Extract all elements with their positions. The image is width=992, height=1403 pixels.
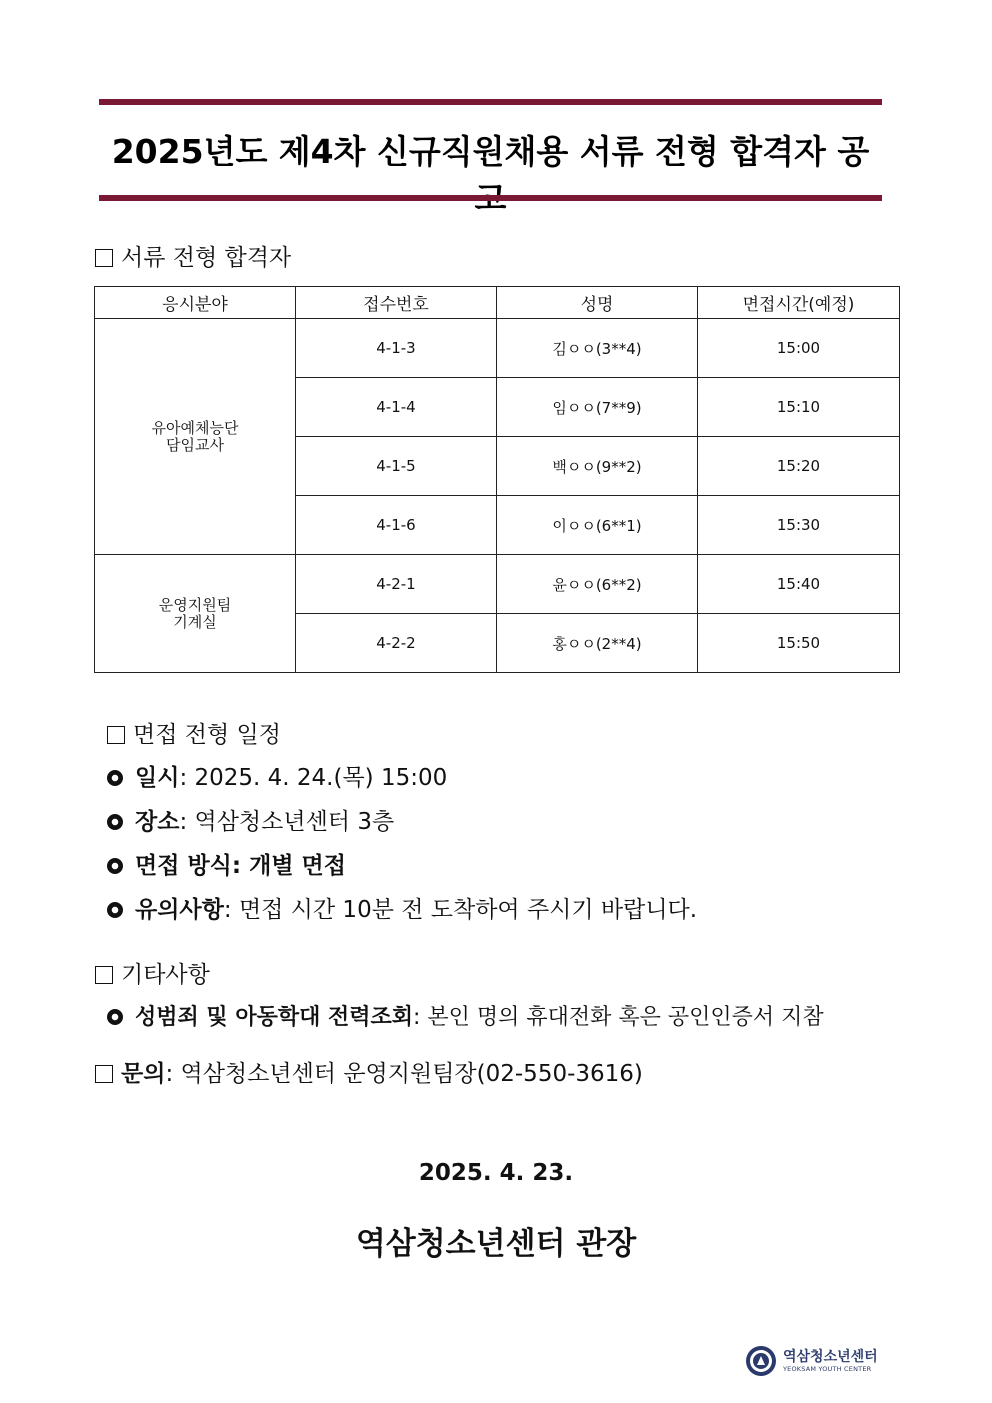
field-line: 유아예체능단 <box>151 418 239 437</box>
item-label: 일시 <box>135 765 180 791</box>
ring-bullet-icon <box>107 858 123 874</box>
document-title: 2025년도 제4차 신규직원채용 서류 전형 합격자 공고 <box>111 132 870 218</box>
checkbox-square-icon <box>107 726 125 744</box>
other-item: 성범죄 및 아동학대 전력조회: 본인 명의 휴대전화 혹은 공인인증서 지참 <box>107 1000 824 1031</box>
notice-date: 2025. 4. 23. <box>418 1160 574 1186</box>
item-label: 장소 <box>135 809 180 835</box>
center-logo <box>745 1345 878 1377</box>
section-interview-label: 면접 전형 일정 <box>133 722 281 748</box>
time-cell: 15:30 <box>698 496 900 555</box>
section-interview-heading <box>107 716 281 749</box>
item-label: 면접 방식 <box>135 853 232 879</box>
section-passers-heading <box>95 239 291 272</box>
section-other-heading <box>95 956 210 989</box>
interview-item: 장소: 역삼청소년센터 3층 <box>107 803 394 836</box>
name-cell: 윤ㅇㅇ(6**2) <box>497 555 698 614</box>
item-label: 유의사항 <box>135 897 224 923</box>
passers-table <box>94 286 900 673</box>
contact-value: 역삼청소년센터 운영지원팀장(02-550-3616) <box>180 1061 643 1087</box>
field-line: 기계실 <box>173 612 217 631</box>
section-passers-label: 서류 전형 합격자 <box>121 245 292 271</box>
number-cell: 4-2-1 <box>296 555 497 614</box>
item-value: 2025. 4. 24.(목) 15:00 <box>194 765 448 791</box>
name-cell: 백ㅇㅇ(9**2) <box>497 437 698 496</box>
checkbox-square-icon <box>95 249 113 267</box>
ring-bullet-icon <box>107 902 123 918</box>
ring-bullet-icon <box>107 770 123 786</box>
field-line: 운영지원팀 <box>158 595 232 614</box>
contact-line: 문의: 역삼청소년센터 운영지원팀장(02-550-3616) <box>95 1055 643 1088</box>
item-value: 면접 시간 10분 전 도착하여 주시기 바랍니다. <box>238 897 698 923</box>
title-rule-top <box>99 99 882 105</box>
name-cell: 임ㅇㅇ(7**9) <box>497 378 698 437</box>
time-cell: 15:50 <box>698 614 900 673</box>
column-header: 성명 <box>497 287 698 319</box>
contact-label: 문의 <box>121 1061 166 1087</box>
ring-bullet-icon <box>107 814 123 830</box>
number-cell: 4-1-3 <box>296 319 497 378</box>
item-value: 본인 명의 휴대전화 혹은 공인인증서 지참 <box>427 1005 824 1030</box>
item-value: 역삼청소년센터 3층 <box>194 809 395 835</box>
time-cell: 15:00 <box>698 319 900 378</box>
number-cell: 4-1-5 <box>296 437 497 496</box>
interview-item: 일시: 2025. 4. 24.(목) 15:00 <box>107 759 447 792</box>
center-emblem-icon <box>745 1345 777 1377</box>
title-rule-bottom <box>99 195 882 201</box>
number-cell: 4-1-6 <box>296 496 497 555</box>
table-row <box>95 555 900 614</box>
logo-name: 역삼청소년센터 <box>783 1348 878 1365</box>
time-cell: 15:40 <box>698 555 900 614</box>
table-header-row <box>95 287 900 319</box>
ring-bullet-icon <box>107 1009 123 1025</box>
name-cell: 홍ㅇㅇ(2**4) <box>497 614 698 673</box>
checkbox-square-icon <box>95 1065 113 1083</box>
signature: 역삼청소년센터 관장 <box>355 1226 637 1262</box>
table-row <box>95 319 900 378</box>
interview-item: 유의사항: 면접 시간 10분 전 도착하여 주시기 바랍니다. <box>107 891 697 924</box>
time-cell: 15:10 <box>698 378 900 437</box>
name-cell: 이ㅇㅇ(6**1) <box>497 496 698 555</box>
item-value: 개별 면접 <box>249 853 346 879</box>
column-header: 응시분야 <box>95 287 296 319</box>
logo-english: YEOKSAM YOUTH CENTER <box>783 1364 872 1373</box>
checkbox-square-icon <box>95 966 113 984</box>
time-cell: 15:20 <box>698 437 900 496</box>
interview-item: 면접 방식: 개별 면접 <box>107 847 346 880</box>
section-other-label: 기타사항 <box>121 962 210 988</box>
number-cell: 4-1-4 <box>296 378 497 437</box>
column-header: 면접시간(예정) <box>698 287 900 319</box>
number-cell: 4-2-2 <box>296 614 497 673</box>
name-cell: 김ㅇㅇ(3**4) <box>497 319 698 378</box>
field-line: 담임교사 <box>166 435 224 454</box>
field-cell <box>95 555 296 673</box>
column-header: 접수번호 <box>296 287 497 319</box>
field-cell <box>95 319 296 555</box>
item-label: 성범죄 및 아동학대 전력조회 <box>135 1005 414 1030</box>
